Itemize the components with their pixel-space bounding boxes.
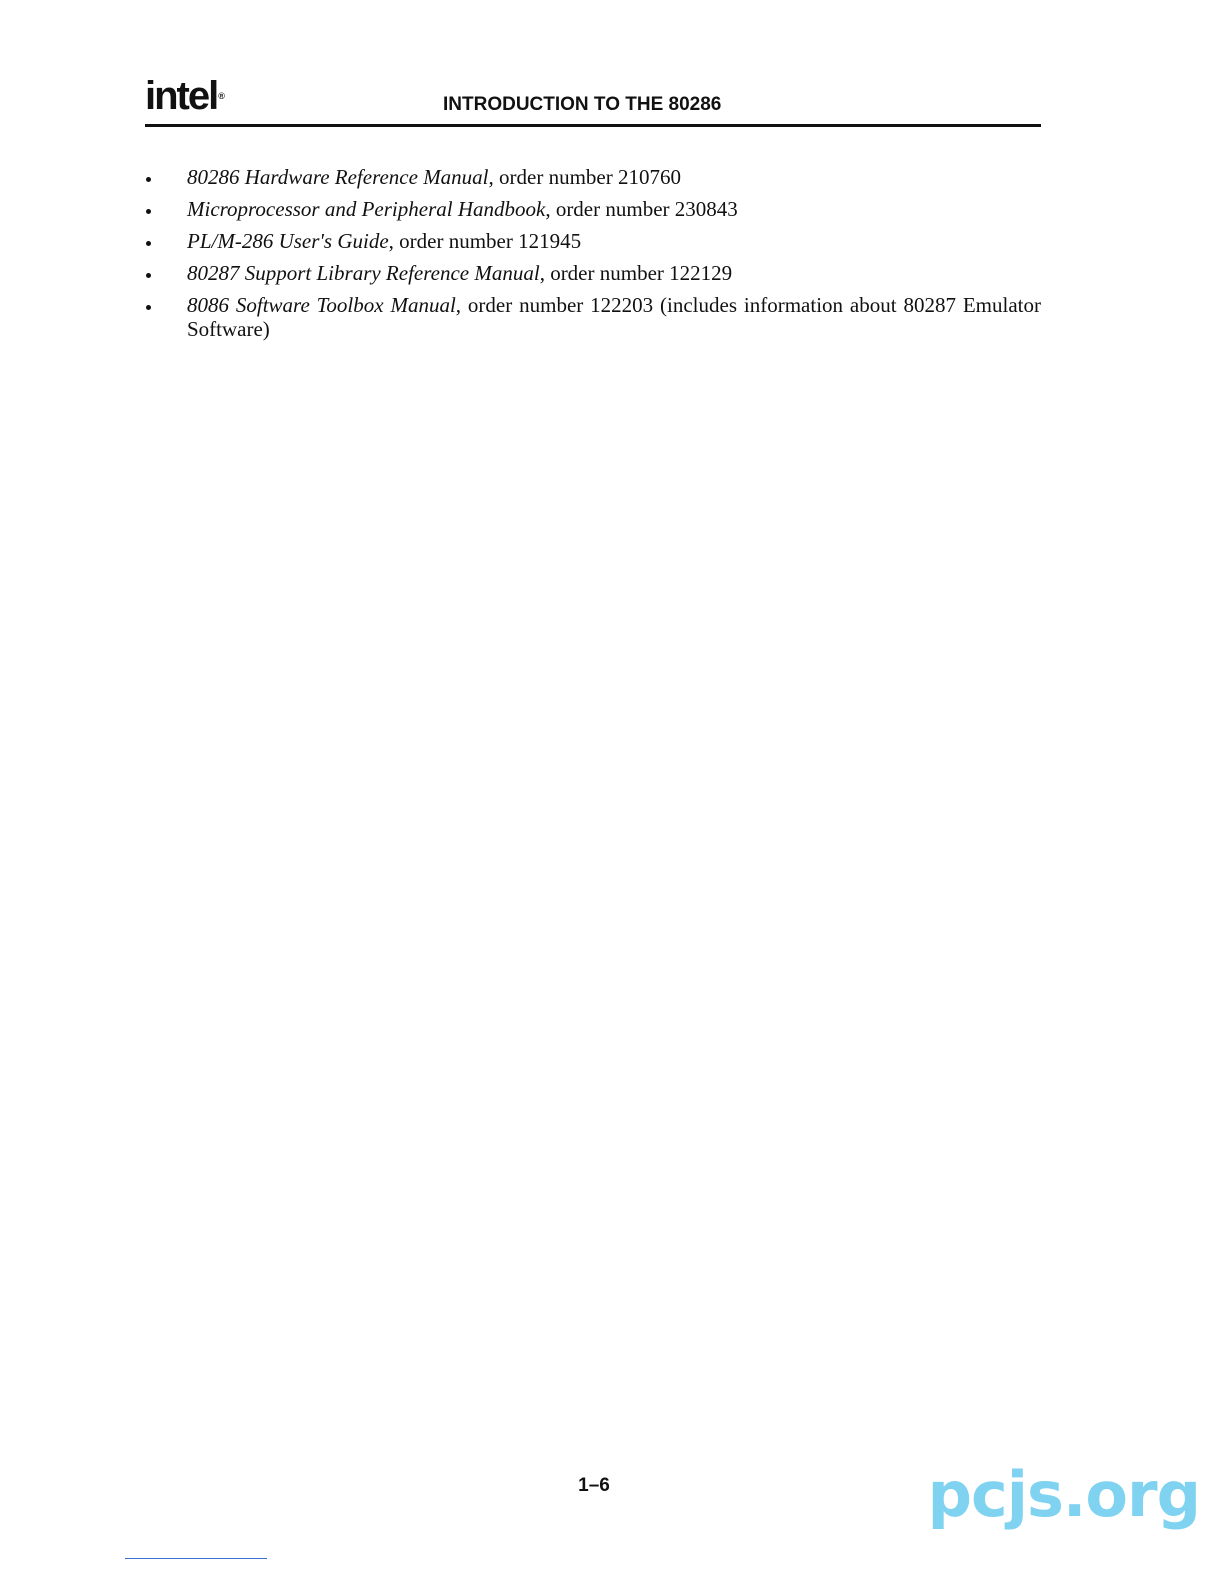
bottom-link-underline xyxy=(125,1558,267,1559)
list-item xyxy=(145,197,1041,221)
page-number: 1–6 xyxy=(578,1475,610,1496)
reference-list xyxy=(145,165,1041,349)
registered-mark: ® xyxy=(218,91,225,101)
reference-detail: , order number 122129 xyxy=(539,261,733,285)
list-item xyxy=(145,165,1041,189)
header-rule xyxy=(145,124,1041,127)
pcjs-watermark: pcjs.org xyxy=(927,1458,1200,1531)
reference-detail: , order number 121945 xyxy=(388,229,582,253)
reference-title: PL/M-286 User's Guide xyxy=(187,229,389,253)
reference-title: 80286 Hardware Reference Manual xyxy=(187,165,489,189)
logo-text: intel xyxy=(145,74,218,118)
list-item xyxy=(145,293,1041,341)
page-header-title: INTRODUCTION TO THE 80286 xyxy=(443,94,722,115)
intel-logo xyxy=(145,72,225,120)
list-item xyxy=(145,261,1041,285)
reference-detail: , order number 210760 xyxy=(488,165,681,189)
reference-title: Microprocessor and Peripheral Handbook xyxy=(187,197,546,221)
reference-title: 80287 Support Library Reference Manual xyxy=(187,261,540,285)
reference-detail: , order number 230843 xyxy=(545,197,738,221)
reference-title: 8086 Software Toolbox Manual xyxy=(187,293,456,317)
reference-detail: , order number 122203 (includes information about 80287 Emulator Software) xyxy=(187,293,1041,341)
list-item xyxy=(145,229,1041,253)
